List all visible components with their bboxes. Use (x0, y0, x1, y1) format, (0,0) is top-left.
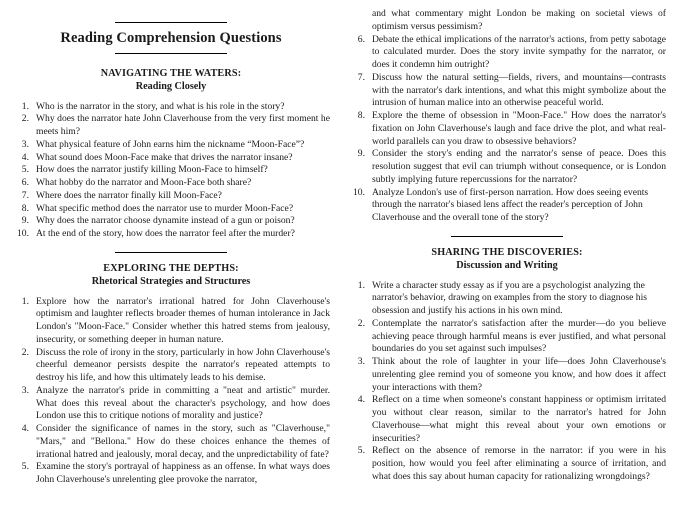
list-item-text: Reflect on a time when someone's constant happiness or optimism irritated you without clear reason, similar to the narrator's hatred for John Claverhouse—what might this reveal about your own emotions or insecurities? (372, 394, 666, 444)
list-item (12, 164, 330, 177)
section-header-sharing-the-discoveries (348, 246, 666, 273)
list-item-text: How does the narrator justify killing Moon-Face to himself? (36, 164, 268, 176)
list-item (12, 203, 330, 216)
list-item-number: 8. (21, 202, 29, 214)
list-item-number: 2. (21, 113, 29, 125)
list-item (348, 72, 666, 110)
list-item (12, 177, 330, 190)
list-item (12, 101, 330, 114)
list-item-text: Contemplate the narrator's satisfaction after the murder—do you believe achieving peace through harmful means is ever justified, and what personal boundaries do you set against such impulses? (372, 317, 666, 355)
section-title: NAVIGATING THE WATERS: (100, 67, 242, 79)
list-item-number: 4. (21, 151, 29, 163)
list-item (12, 423, 330, 461)
list-item (348, 280, 666, 318)
list-item-text: What specific method does the narrator use to murder Moon-Face? (36, 202, 294, 214)
list-item-number: 1. (357, 279, 365, 291)
list-item (12, 385, 330, 423)
section-title: SHARING THE DISCOVERIES: (431, 246, 583, 258)
list-item-number: 5. (21, 461, 29, 473)
list-item-number: 6. (357, 33, 365, 45)
section-header-navigating-the-waters (12, 67, 330, 94)
list-item-number: 3. (21, 384, 29, 396)
document-title-block (12, 22, 330, 54)
list-item (12, 228, 330, 241)
list-item-text: Examine the story's portrayal of happiness as an offense. In what ways does John Claverhouse's unrelenting glee provoke the narrator, (36, 461, 330, 486)
list-item-number: 5. (357, 445, 365, 457)
continuation-paragraph: and what commentary might London be making on societal views of optimism versus pessimism? (372, 8, 666, 32)
list-item-number: 10. (17, 228, 29, 240)
list-item-text: What hobby do the narrator and Moon-Face both share? (36, 177, 252, 189)
section-subtitle: Discussion and Writing (456, 260, 558, 272)
list-item-number: 8. (357, 110, 365, 121)
section-header-exploring-the-depths (12, 262, 330, 289)
section-title: EXPLORING THE DEPTHS: (103, 262, 239, 274)
list-item-text: Explore the theme of obsession in "Moon-Face." How does the narrator's fixation on John Claverhouse's laugh and face drive the plot, and what real-world parallels can you draw to obsessive behaviors? (372, 110, 666, 147)
list-item-number: 2. (357, 317, 365, 329)
list-item (348, 394, 666, 445)
list-item (12, 190, 330, 203)
list-item-text: Why does the narrator choose dynamite instead of a gun or poison? (36, 215, 295, 227)
list-item-number: 3. (21, 138, 29, 150)
list-item-text: At the end of the story, how does the narrator feel after the murder? (36, 228, 295, 240)
list-item-number: 10. (353, 186, 365, 198)
list-item (348, 318, 666, 356)
list-item-number: 7. (357, 71, 365, 83)
list-item-text: Analyze London's use of first-person narration. How does seeing events through the narrator's biased lens affect the reader's perception of John Claverhouse and the overall tone of the story? (372, 186, 649, 223)
list-item (12, 215, 330, 228)
title-rule-top (115, 22, 227, 23)
list-item-number: 9. (21, 215, 29, 227)
question-list-exploring-right (348, 34, 666, 225)
list-item-text: What sound does Moon-Face make that drives the narrator insane? (36, 151, 293, 163)
list-item-number: 1. (21, 100, 29, 112)
list-item-text: Discuss how the natural setting—fields, rivers, and mountains—contrasts with the narrator's dark intentions, and what this might symbolize about the intrusion of human malice into an otherwise peaceful world. (372, 71, 666, 109)
list-item (12, 296, 330, 347)
list-item-text: Explore how the narrator's irrational hatred for John Claverhouse's optimism and laughter reflects broader themes of human intolerance in Jack London's "Moon-Face." Consider whether this hatred stems from jealousy, insecurity, or something deeper in human nature. (36, 295, 330, 345)
list-item (12, 113, 330, 139)
list-item-text: Think about the role of laughter in your life—does John Claverhouse's unrelenting glee remind you of someone you know, and how does it affect your interactions with them? (372, 356, 666, 393)
list-item-text: What physical feature of John earns him the nickname “Moon-Face”? (36, 138, 305, 150)
list-item-number: 5. (21, 164, 29, 176)
list-item-number: 7. (21, 189, 29, 201)
list-item (12, 152, 330, 165)
list-item-text: Why does the narrator hate John Claverhouse from the very first moment he meets him? (36, 113, 330, 138)
list-item-number: 9. (357, 148, 365, 160)
list-item-text: Who is the narrator in the story, and what is his role in the story? (36, 100, 285, 112)
question-list-navigating (12, 101, 330, 241)
list-item-number: 4. (357, 394, 365, 406)
list-item (348, 110, 666, 148)
question-list-sharing (348, 280, 666, 484)
list-item (348, 445, 666, 483)
list-item-text: Discuss the role of irony in the story, particularly in how John Claverhouse's cheerful demeanor persists despite the narrator's repeated attempts to destroy his life, and how this ultimately leads to his demise. (36, 346, 330, 384)
list-item-text: Write a character study essay as if you are a psychologist analyzing the narrator's behavior, drawing on examples from the story to diagnose his obsession and justify his actions in his own mind. (372, 279, 647, 317)
list-item (348, 34, 666, 72)
section-subtitle: Reading Closely (135, 81, 207, 93)
list-item-number: 3. (357, 356, 365, 368)
right-column (348, 8, 666, 516)
list-item-text: Where does the narrator finally kill Moon-Face? (36, 189, 222, 201)
list-item-number: 6. (21, 177, 29, 189)
list-item-number: 2. (21, 346, 29, 358)
question-list-exploring-left (12, 296, 330, 487)
section-divider-exploring (115, 252, 227, 253)
list-item (348, 356, 666, 394)
list-item-text: Consider the significance of names in the story, such as "Claverhouse," "Mars," and "Bellona." How do these choices enhance the themes of irrational hatred and jealously, moral decay, and the unpredictability of fate? (36, 423, 330, 460)
list-item (348, 148, 666, 186)
list-item-text: Reflect on the absence of remorse in the narrator: if you were in his position, how would you feel after eliminating a source of irritation, and what does this say about human capacity for rationalizing wrongdoings? (372, 445, 666, 482)
list-item-number: 1. (21, 295, 29, 307)
list-item (12, 461, 330, 487)
list-item (348, 187, 666, 225)
section-subtitle: Rhetorical Strategies and Structures (91, 276, 251, 288)
list-item (12, 347, 330, 385)
list-item-text: Consider the story's ending and the narrator's sense of peace. Does this resolution suggest that evil can triumph without consequence, or is London subtly implying future repercussions for the narrator? (372, 148, 666, 185)
section-divider-sharing (451, 236, 563, 237)
list-item (12, 139, 330, 152)
list-item-number: 4. (21, 423, 29, 435)
left-column (12, 8, 330, 516)
page-title: Reading Comprehension Questions (60, 30, 282, 46)
list-item-text: Debate the ethical implications of the narrator's actions, from petty sabotage to calculated murder. Does the story invite sympathy for the narrator, or does it condemn him outright? (372, 33, 666, 70)
title-rule-bottom (115, 53, 227, 54)
list-item-text: Analyze the narrator's pride in committing a "neat and artistic" murder. What does this reveal about the character's psychology, and how does London use this to critique notions of morality and justice? (36, 384, 330, 422)
